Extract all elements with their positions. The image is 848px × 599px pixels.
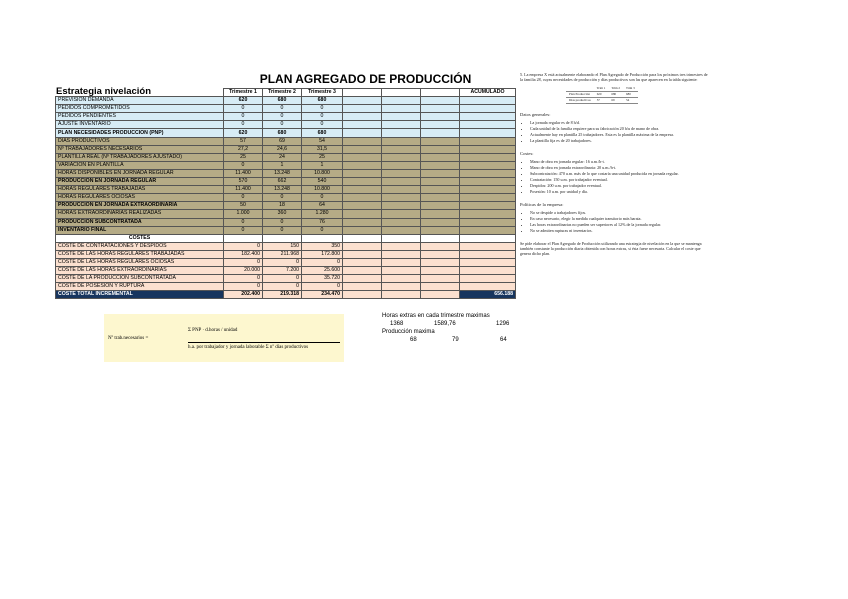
total-value: 202.400 <box>224 291 263 299</box>
costs-header-cell <box>224 234 263 242</box>
cost-value <box>421 275 460 283</box>
cost-row <box>56 275 516 283</box>
row-value: 1.000 <box>224 210 263 218</box>
row-value: 0 <box>302 105 343 113</box>
row-value <box>382 226 421 234</box>
list-item: • Mano de obra en jornada regular: 16 u.m./h-t. <box>530 159 708 164</box>
cost-value <box>343 267 382 275</box>
mini-cell: 69 <box>608 98 623 104</box>
notes-intro: 5. La empresa X está actualmente elaborando el Plan Agregado de Producción para los próximos tres trimestres de la familia 28, cuyas necesidades de producción y días productivos son las que aparecen en la tabla siguiente: <box>520 72 708 82</box>
formula-numerator: Σ PNP · d.horas / unidad <box>188 328 238 333</box>
row-value: 0 <box>263 113 302 121</box>
cost-value: 0 <box>224 258 263 266</box>
list-item: • Las horas extraordinarias no pueden ser superiores al 12% de la jornada regular. <box>530 222 708 227</box>
row-label: HORAS EXTRAORDINARIAS REALIZADAS <box>56 210 224 218</box>
row-value <box>421 226 460 234</box>
row-value: 570 <box>224 178 263 186</box>
total-value: 234.470 <box>302 291 343 299</box>
list-item: • Contratación: 150 u.m. por trabajador eventual. <box>530 177 708 182</box>
table-row <box>56 202 516 210</box>
row-value: 1 <box>302 161 343 169</box>
cost-value: 0 <box>263 283 302 291</box>
row-value <box>421 178 460 186</box>
row-value: 680 <box>302 97 343 105</box>
row-label: PLANTILLA REAL (Nº TRABAJADORES AJUSTADO) <box>56 153 224 161</box>
row-value <box>343 137 382 145</box>
mini-cell: 680 <box>623 92 638 98</box>
row-value: 57 <box>224 137 263 145</box>
row-value: 680 <box>263 97 302 105</box>
column-header: Trimestre 2 <box>263 89 302 97</box>
cost-row <box>56 258 516 266</box>
notes-task: Se pide elaborar el Plan Agregado de Producción utilizando una estrategia de nivelación en la que se mantenga también constante la producción diaria obtenida con horas extras, si ésta fuese necesaria. Calcular el coste que genera dicho plan. <box>520 241 702 256</box>
row-label: DIAS PRODUCTIVOS <box>56 137 224 145</box>
row-value <box>421 186 460 194</box>
row-value <box>421 113 460 121</box>
row-accumulated <box>460 137 516 145</box>
table-row <box>56 178 516 186</box>
row-value <box>382 210 421 218</box>
total-value <box>382 291 421 299</box>
list-item: • No se despide a trabajadores fijos. <box>530 210 708 215</box>
row-value <box>343 97 382 105</box>
costs-header-cell <box>421 234 460 242</box>
table-row <box>56 137 516 145</box>
row-value <box>382 169 421 177</box>
row-accumulated <box>460 169 516 177</box>
table-row <box>56 145 516 153</box>
table-row <box>56 186 516 194</box>
row-value <box>421 137 460 145</box>
row-value <box>382 153 421 161</box>
row-value: 0 <box>224 218 263 226</box>
extras-prod-label: Producción maxima <box>382 329 435 335</box>
row-accumulated <box>460 97 516 105</box>
cost-value: 0 <box>302 258 343 266</box>
row-value <box>382 194 421 202</box>
list-item: • Actualmente hay en plantilla 25 trabajadores. Esta es la plantilla máxima de la empresa. <box>530 132 708 137</box>
row-value <box>343 210 382 218</box>
cost-value: 25.600 <box>302 267 343 275</box>
total-value <box>343 291 382 299</box>
row-value <box>343 169 382 177</box>
cost-value <box>382 283 421 291</box>
cost-row <box>56 267 516 275</box>
row-accumulated <box>460 121 516 129</box>
column-header <box>343 89 382 97</box>
row-value <box>343 186 382 194</box>
row-value <box>382 161 421 169</box>
cost-value: 0 <box>302 283 343 291</box>
cost-value: 150 <box>263 242 302 250</box>
row-value <box>421 145 460 153</box>
table-row <box>56 194 516 202</box>
row-value: 13.248 <box>263 186 302 194</box>
cost-value <box>382 275 421 283</box>
row-value: 10.800 <box>302 169 343 177</box>
list-item: • Mano de obra en jornada extraordinaria: 20 u.m./h-t. <box>530 165 708 170</box>
notes-costs-head: Costes: <box>520 151 534 156</box>
row-value: 680 <box>263 129 302 137</box>
cost-value: 350 <box>302 242 343 250</box>
row-value <box>343 226 382 234</box>
cost-value <box>382 258 421 266</box>
row-value <box>421 210 460 218</box>
row-accumulated <box>460 186 516 194</box>
cost-value: 20.000 <box>224 267 263 275</box>
row-value <box>343 153 382 161</box>
row-value: 64 <box>302 202 343 210</box>
row-value <box>343 105 382 113</box>
total-label: COSTE TOTAL INCREMENTAL <box>56 291 224 299</box>
row-accumulated <box>460 202 516 210</box>
row-value <box>382 178 421 186</box>
notes-policy-list <box>520 210 708 233</box>
row-value: 0 <box>263 121 302 129</box>
table-row <box>56 218 516 226</box>
cost-row <box>56 283 516 291</box>
row-value <box>382 145 421 153</box>
strategy-title: Estrategia nivelación <box>56 86 152 97</box>
costs-header-cell <box>263 234 302 242</box>
cost-value: 35.720 <box>302 275 343 283</box>
row-value: 0 <box>302 113 343 121</box>
table-row <box>56 105 516 113</box>
row-accumulated <box>460 113 516 121</box>
cost-value <box>382 267 421 275</box>
cost-value: 0 <box>263 258 302 266</box>
row-accumulated <box>460 194 516 202</box>
row-value: 680 <box>302 129 343 137</box>
mini-cell: Plan Producción <box>566 92 594 98</box>
costs-header-cell <box>343 234 382 242</box>
row-accumulated <box>460 161 516 169</box>
extras-hours-t1: 1368 <box>390 321 404 327</box>
row-value: 76 <box>302 218 343 226</box>
table-row <box>56 129 516 137</box>
formula-lhs: Nº trab.necesarios = <box>108 336 149 341</box>
row-value <box>421 161 460 169</box>
row-accumulated <box>460 178 516 186</box>
row-accumulated <box>460 129 516 137</box>
formula-fraction-bar <box>188 342 340 343</box>
cost-accumulated <box>460 250 516 258</box>
cost-accumulated <box>460 283 516 291</box>
row-value: 0 <box>263 226 302 234</box>
row-value <box>421 218 460 226</box>
cost-value <box>382 242 421 250</box>
list-item: • En caso necesario, elegir la medida cualquier transitorio más barata. <box>530 216 708 221</box>
row-value <box>382 137 421 145</box>
cost-value <box>343 250 382 258</box>
table-row <box>56 210 516 218</box>
row-value <box>382 97 421 105</box>
row-value: 662 <box>263 178 302 186</box>
notes-costs-list <box>520 159 708 194</box>
row-value <box>382 121 421 129</box>
mini-header-cell: Trim 1 <box>594 86 609 92</box>
row-value: 0 <box>263 218 302 226</box>
costs-header-row <box>56 234 516 242</box>
cost-value <box>343 242 382 250</box>
row-value: 13.248 <box>263 169 302 177</box>
total-value <box>421 291 460 299</box>
table-row <box>56 226 516 234</box>
list-item: • Posesión: 10 u.m. por unidad y día. <box>530 189 708 194</box>
row-value <box>343 161 382 169</box>
row-value <box>343 113 382 121</box>
row-accumulated <box>460 218 516 226</box>
row-value <box>421 153 460 161</box>
row-value: 0 <box>302 226 343 234</box>
row-accumulated <box>460 210 516 218</box>
row-label: PRODUCCION EN JORNADA REGULAR <box>56 178 224 186</box>
row-value: 0 <box>224 226 263 234</box>
row-value <box>343 129 382 137</box>
row-label: Nº TRABAJADORES NECESARIOS <box>56 145 224 153</box>
table-row <box>56 153 516 161</box>
row-value: 27,2 <box>224 145 263 153</box>
cost-accumulated <box>460 258 516 266</box>
cost-value <box>421 267 460 275</box>
row-value: 50 <box>224 202 263 210</box>
mini-table <box>566 86 638 104</box>
table-row <box>56 97 516 105</box>
mini-cell: 54 <box>623 98 638 104</box>
row-value: 0 <box>224 105 263 113</box>
row-value <box>421 129 460 137</box>
row-value <box>382 202 421 210</box>
list-item: • Despidos: 200 u.m. por trabajador eventual. <box>530 183 708 188</box>
notes-policy-head: Políticas de la empresa: <box>520 202 564 207</box>
cost-value <box>382 250 421 258</box>
costs-header-cell <box>382 234 421 242</box>
row-value <box>421 169 460 177</box>
table-row <box>56 113 516 121</box>
cost-label: COSTE DE LAS HORAS EXTRAORDINARIAS <box>56 267 224 275</box>
costs-header-cell <box>302 234 343 242</box>
cost-value: 0 <box>263 275 302 283</box>
row-value: 0 <box>224 113 263 121</box>
cost-value: 0 <box>224 283 263 291</box>
extras-hours-t2: 1589,76 <box>434 321 456 327</box>
extras-prod-t3: 64 <box>500 337 507 343</box>
list-item: • No se admiten rupturas ni inventarios. <box>530 228 708 233</box>
row-accumulated <box>460 226 516 234</box>
row-value <box>421 105 460 113</box>
row-value: 24 <box>263 153 302 161</box>
row-value: 360 <box>263 210 302 218</box>
row-value <box>382 186 421 194</box>
cost-value <box>421 258 460 266</box>
table-row <box>56 121 516 129</box>
row-value <box>343 202 382 210</box>
row-value: 54 <box>302 137 343 145</box>
formula-box <box>104 314 344 362</box>
cost-value <box>421 250 460 258</box>
row-value: 11.400 <box>224 186 263 194</box>
row-value <box>421 202 460 210</box>
row-accumulated <box>460 105 516 113</box>
row-value: 31,5 <box>302 145 343 153</box>
row-value: 540 <box>302 178 343 186</box>
formula-denominator: h.a. por trabajador y jornada laborable Σ nº días productivos <box>188 345 309 350</box>
row-value <box>343 178 382 186</box>
row-value <box>382 218 421 226</box>
cost-accumulated <box>460 267 516 275</box>
extras-prod-t2: 79 <box>452 337 459 343</box>
extras-hours-t3: 1296 <box>496 321 510 327</box>
row-label: PRODUCCION SUBCONTRATADA <box>56 218 224 226</box>
cost-value <box>343 275 382 283</box>
extras-hours-label: Horas extras en cada trimestre maximas <box>382 313 490 319</box>
row-label: AJUSTE INVENTARIO <box>56 121 224 129</box>
cost-value: 0 <box>224 242 263 250</box>
list-item: • Subcontratación: 470 u.m. más de lo que costaría una unidad producida en jornada regular. <box>530 171 708 176</box>
plan-table <box>55 88 516 299</box>
column-header <box>421 89 460 97</box>
extras-prod-t1: 68 <box>410 337 417 343</box>
row-value: 0 <box>224 161 263 169</box>
row-label: HORAS REGULARES TRABAJADAS <box>56 186 224 194</box>
cost-value <box>343 258 382 266</box>
total-accumulated: 656.188 <box>460 291 516 299</box>
row-value: 10.800 <box>302 186 343 194</box>
row-value <box>421 97 460 105</box>
mini-header-cell: Trim 3 <box>623 86 638 92</box>
costs-label: COSTES <box>56 234 224 242</box>
cost-value: 7.200 <box>263 267 302 275</box>
row-label: PEDIDOS PENDIENTES <box>56 113 224 121</box>
row-label: INVENTARIO FINAL <box>56 226 224 234</box>
row-label: VARIACION EN PLANTILLA <box>56 161 224 169</box>
row-value <box>421 121 460 129</box>
cost-value <box>343 283 382 291</box>
header-row <box>56 89 516 97</box>
row-label: PEDIDOS COMPROMETIDOS <box>56 105 224 113</box>
row-label: PLAN NECESIDADES PRODUCCION (PNP) <box>56 129 224 137</box>
cost-value: 182.400 <box>224 250 263 258</box>
cost-row <box>56 242 516 250</box>
row-value: 620 <box>224 97 263 105</box>
column-header <box>382 89 421 97</box>
column-header: Trimestre 3 <box>302 89 343 97</box>
row-value <box>343 194 382 202</box>
mini-cell: 57 <box>594 98 609 104</box>
row-value: 1 <box>263 161 302 169</box>
row-value: 0 <box>224 121 263 129</box>
row-value: 24,6 <box>263 145 302 153</box>
column-header: Trimestre 1 <box>224 89 263 97</box>
extras-block <box>382 312 512 344</box>
table-row <box>56 161 516 169</box>
table-row <box>56 169 516 177</box>
cost-value <box>421 242 460 250</box>
row-value <box>382 113 421 121</box>
cost-label: COSTE DE CONTRATACIONES Y DESPIDOS <box>56 242 224 250</box>
row-value: 0 <box>302 194 343 202</box>
cost-label: COSTE DE POSESION Y RUPTURA <box>56 283 224 291</box>
list-item: • Cada unidad de la familia requiere para su fabricación 20 h/u de mano de obra. <box>530 126 708 131</box>
row-label: HORAS REGULARES OCIOSAS <box>56 194 224 202</box>
costs-header-acc <box>460 234 516 242</box>
row-value: 25 <box>224 153 263 161</box>
list-item: • La plantilla fija es de 20 trabajadores. <box>530 138 708 143</box>
row-accumulated <box>460 145 516 153</box>
plan-title: PLAN AGREGADO DE PRODUCCIÓN <box>259 72 472 86</box>
cost-label: COSTE DE LAS HORAS REGULARES OCIOSAS <box>56 258 224 266</box>
row-label: PRODUCCION EN JORNADA EXTRAORDINARIA <box>56 202 224 210</box>
mini-cell: Días productivos <box>566 98 594 104</box>
column-header: ACUMULADO <box>460 89 516 97</box>
row-accumulated <box>460 153 516 161</box>
row-value: 18 <box>263 202 302 210</box>
row-value: 69 <box>263 137 302 145</box>
total-value: 219.318 <box>263 291 302 299</box>
row-value: 0 <box>224 194 263 202</box>
cost-value: 0 <box>224 275 263 283</box>
mini-cell: 620 <box>594 92 609 98</box>
cost-label: COSTE DE LAS HORAS REGULARES TRABAJADAS <box>56 250 224 258</box>
list-item: • La jornada regular es de 8 h/d. <box>530 120 708 125</box>
mini-header-cell: Trim 2 <box>608 86 623 92</box>
mini-cell: 680 <box>608 92 623 98</box>
row-value <box>382 129 421 137</box>
row-value: 0 <box>302 121 343 129</box>
row-value <box>343 145 382 153</box>
row-value: 620 <box>224 129 263 137</box>
cost-value <box>421 283 460 291</box>
row-value: 0 <box>263 194 302 202</box>
row-label: PREVISION DEMANDA <box>56 97 224 105</box>
cost-accumulated <box>460 242 516 250</box>
cost-value: 211.968 <box>263 250 302 258</box>
row-value: 11.400 <box>224 169 263 177</box>
problem-statement <box>520 72 708 260</box>
row-value: 1.280 <box>302 210 343 218</box>
cost-row <box>56 250 516 258</box>
row-label: HORAS DISPONIBLES EN JORNADA REGULAR <box>56 169 224 177</box>
row-value <box>382 105 421 113</box>
notes-general-list <box>520 120 708 143</box>
total-row <box>56 291 516 299</box>
cost-value: 172.800 <box>302 250 343 258</box>
row-value <box>343 218 382 226</box>
notes-general-head: Datos generales: <box>520 112 551 117</box>
header-empty-cell <box>56 89 224 97</box>
cost-accumulated <box>460 275 516 283</box>
row-value: 0 <box>263 105 302 113</box>
row-value: 25 <box>302 153 343 161</box>
row-value <box>421 194 460 202</box>
cost-label: COSTE DE LA PRODUCCION SUBCONTRATADA <box>56 275 224 283</box>
row-value <box>343 121 382 129</box>
